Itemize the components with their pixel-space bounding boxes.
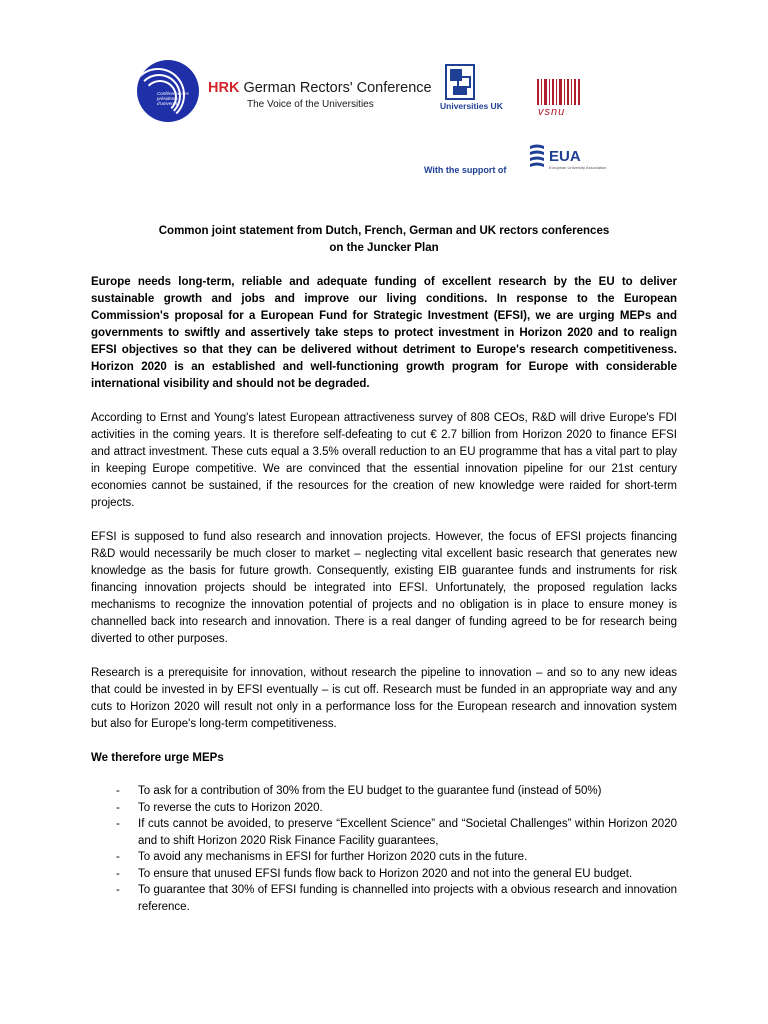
list-item: [91, 849, 677, 866]
bullet-marker: -: [116, 884, 120, 896]
eua-logo-icon: [528, 143, 546, 169]
vsnu-text: vsnu: [538, 106, 566, 118]
list-item-text: To ask for a contribution of 30% from the EU budget to the guarantee fund (instead of 50%): [138, 785, 602, 797]
eua-text: EUA: [549, 148, 581, 165]
cpu-logo-text: Conférence des présidents d'université: [157, 91, 189, 106]
urge-heading: We therefore urge MEPs: [91, 752, 224, 764]
list-item: [91, 816, 677, 849]
hrk-full-name: German Rectors' Conference: [243, 80, 432, 96]
title-line-1: Common joint statement from Dutch, French, German and UK rectors conferences: [158, 225, 610, 237]
hrk-abbr: HRK: [208, 80, 240, 96]
statement-document: [91, 223, 677, 915]
paragraph-efsi-funding: EFSI is supposed to fund also research and innovation projects. However, the focus of EFSI projects financing R&D would necessarily be much closer to market – neglecting vital excellent basic research that generates new knowledge as the basis for future growth. Consequently, existing EIB guarantee funds and instruments for risk financing innovation projects should be integrated into EFSI. Unfortunately, the proposed regulation lacks mechanisms to recognize the innovation potential of projects and no obligation is in place to ensure money is channelled back into research and innovation. There is a real danger of funding agreed to be for research being diverted to other purposes.: [91, 531, 677, 645]
bullet-marker: -: [116, 851, 120, 863]
list-item-text: To guarantee that 30% of EFSI funding is channelled into projects with a obvious research and innovation reference.: [138, 884, 677, 913]
paragraph-ernst-young: According to Ernst and Young's latest European attractiveness survey of 808 CEOs, R&D will drive Europe's FDI activities in the coming years. It is therefore self-defeating to cut € 2.7 billion from Horizon 2020 to finance EFSI and attract investment. These cuts equal a 3.5% overall reduction to an EU programme that has a vital part to play in keeping Europe competitive. We are convinced that the essential innovation pipeline for our 21st century economies cannot be sustained, if the resources for the creation of new knowledge were raided for short-term projects.: [91, 412, 677, 509]
intro-paragraph: Europe needs long-term, reliable and adequate funding of excellent research by the EU to deliver sustainable growth and jobs and improve our living conditions. In response to the European Commission's proposal for a European Fund for Strategic Investment (EFSI), we are urging MEPs and governments to swiftly and assertively take steps to protect investment in Horizon 2020 and to realign EFSI objectives so that they can be delivered without detriment to Europe's research competitiveness. Horizon 2020 is an established and well-functioning growth program for Europe with considerable international visibility and should not be degraded.: [91, 276, 677, 390]
universities-uk-text: Universities UK: [440, 101, 503, 111]
universities-uk-logo-icon: [445, 64, 475, 100]
list-item: [91, 783, 677, 800]
list-item-text: If cuts cannot be avoided, to preserve “Excellent Science” and “Societal Challenges” within Horizon 2020 and to shift Horizon 2020 Risk Finance Facility guarantees,: [138, 818, 677, 847]
bullet-marker: -: [116, 818, 120, 830]
bullet-marker: -: [116, 785, 120, 797]
cpu-logo: [137, 60, 199, 122]
hrk-tagline: The Voice of the Universities: [247, 99, 374, 110]
urge-list: [91, 783, 677, 915]
list-item-text: To avoid any mechanisms in EFSI for further Horizon 2020 cuts in the future.: [138, 851, 528, 863]
list-item: [91, 800, 677, 817]
list-item-text: To ensure that unused EFSI funds flow back to Horizon 2020 and not into the general EU budget.: [138, 867, 633, 880]
vsnu-barcode-icon: [537, 79, 581, 105]
eua-subtitle: European University Association: [549, 165, 607, 170]
document-title: [91, 223, 677, 257]
logo-header: [0, 0, 768, 190]
list-item-text: To reverse the cuts to Horizon 2020.: [138, 801, 323, 814]
paragraph-research-prerequisite: Research is a prerequisite for innovation, without research the pipeline to innovation – and so to any new ideas that could be invested in by EFSI eventually – is cut off. Research must be funded in an appropriate way and any cuts to Horizon 2020 will result not only in a performance loss for the European research and innovation system but also for Europe's long-term competitiveness.: [91, 667, 677, 730]
bullet-marker: -: [116, 867, 120, 880]
bullet-marker: -: [116, 801, 120, 814]
list-item: [91, 882, 677, 915]
support-text: With the support of: [424, 165, 507, 175]
hrk-name: [208, 80, 432, 96]
list-item: [91, 866, 677, 883]
title-line-2: on the Juncker Plan: [329, 242, 439, 254]
